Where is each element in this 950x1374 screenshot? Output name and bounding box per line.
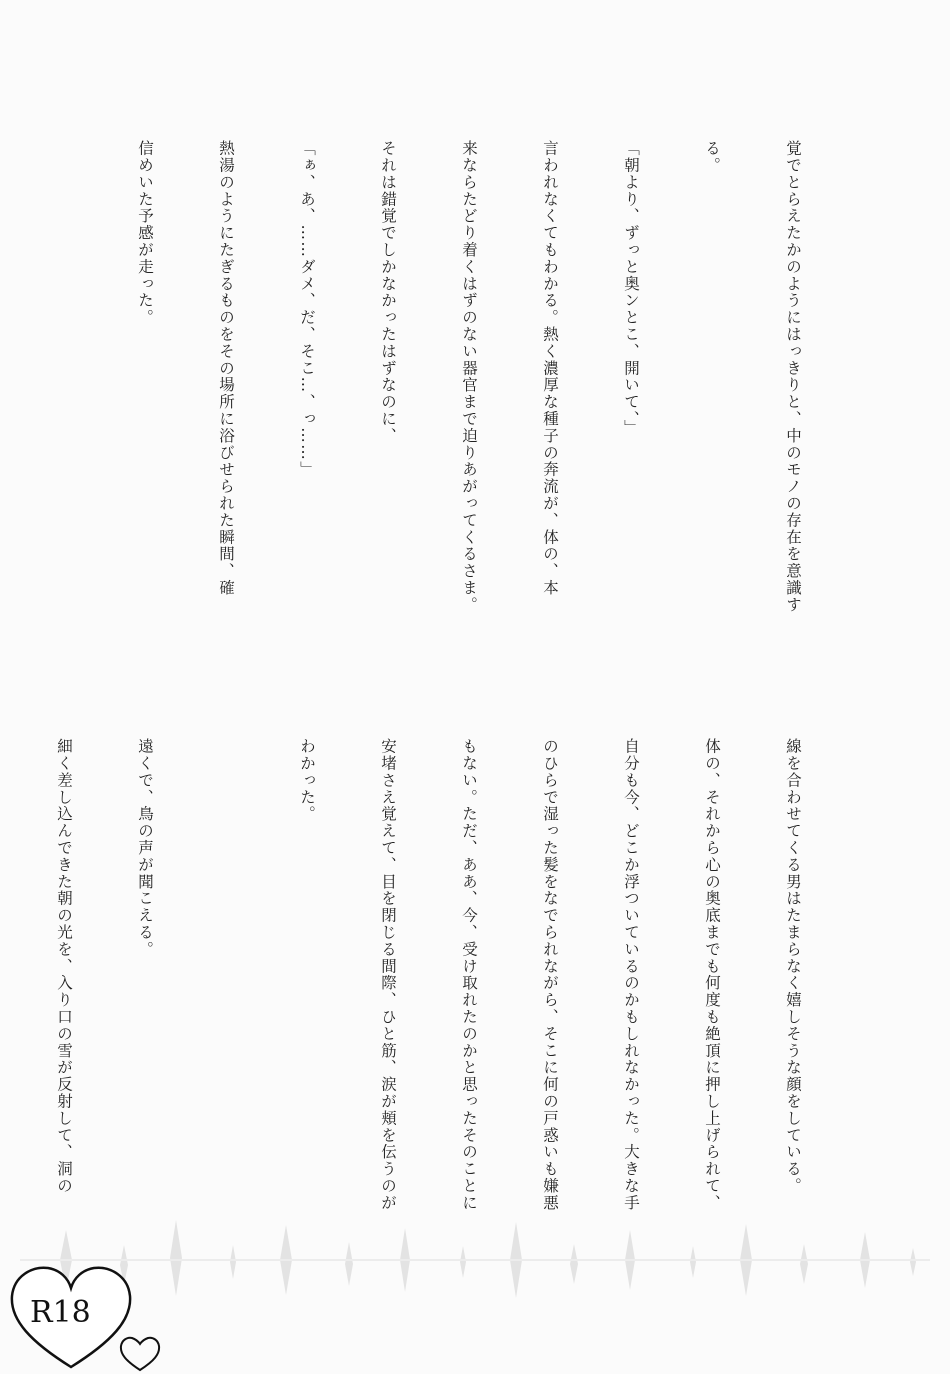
r18-label: R18 [30,1295,91,1330]
blank-line [212,738,239,1278]
text-block-bottom [55,738,860,1278]
text-line: 安堵さえ覚えて、目を閉じる間際、ひと筋、涙が頬を伝うのが [379,738,397,1212]
text-line: 「ぁ、あ、……ダメ、だ、そこ…、っ……」 [298,140,316,478]
text-line: 線を合わせてくる男はたまらなく嬉しそうな顔をしている。 [784,738,802,1195]
text-line: 「朝より、ずっと奥ンとこ、開いて、」 [622,140,640,437]
blank-line [50,140,77,685]
text-line: 自分も今、どこか浮ついているのかもしれなかった。大きな手 [622,738,640,1212]
text-line: 信めいた予感が走った。 [136,140,154,326]
text-line: もない。ただ、ああ、今、受け取れたのかと思ったそのことに [460,738,478,1212]
text-line: 遠くで、鳥の声が聞こえる。 [136,738,154,958]
text-line: 言われなくてもわかる。熱く濃厚な種子の奔流が、体の、本 [541,140,559,597]
text-line: 体の、それから心の奥底までも何度も絶頂に押し上げられて、 [703,738,721,1212]
text-line: 覚でとらえたかのようにはっきりと、中のモノの存在を意識す [784,140,802,614]
text-line: る。 [703,140,721,174]
heart-outline-icon [121,1338,159,1370]
text-line: 来ならたどり着くはずのない器官まで迫りあがってくるさま。 [460,140,478,614]
text-line: 細く差し込んできた朝の光を、入り口の雪が反射して、洞の [55,738,73,1195]
text-line: のひらで湿った髪をなでられながら、そこに何の戸惑いも嫌悪 [541,738,559,1212]
text-line: 熱湯のようにたぎるものをその場所に浴びせられた瞬間、確 [217,140,235,597]
text-line: わかった。 [298,738,316,823]
text-line: それは錯覚でしかなかったはずなのに、 [379,140,397,445]
text-block-top [70,140,860,685]
